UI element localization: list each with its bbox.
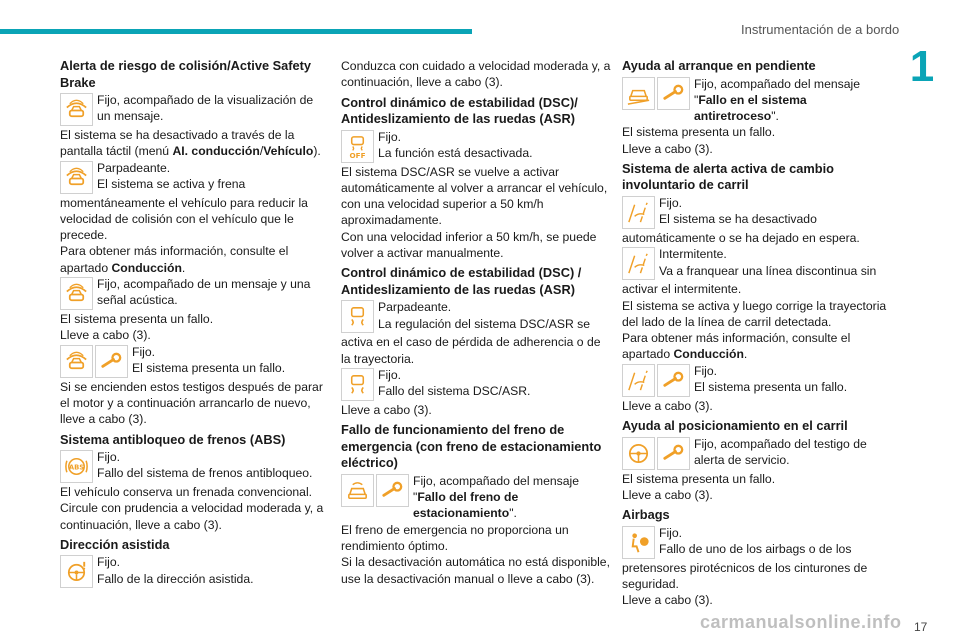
dsc-icon [341,368,374,401]
service-wrench-icon [657,77,690,110]
abs-icon [60,450,93,483]
svg-text:ABS: ABS [68,463,85,472]
body-text: Circule con prudencia a velocidad moderada y, a continuación, lleve a cabo (3). [60,501,324,532]
collision-warning-icon [60,161,93,194]
collision-warning-icon [60,93,93,126]
chapter-number: 1 [909,42,935,91]
warning-entry: Fijo, acompañado del mensaje "Fallo en el sistema antiretroceso". [622,76,892,125]
body-text: activa en el caso de pérdida de adherencia o de la trayectoria. [341,335,601,366]
column-right [622,58,892,609]
section-title: Fallo de funcionamiento del freno de emergencia (con freno de estacionamiento eléctrico) [341,422,602,471]
warning-entry: Fijo. Fallo de la dirección asistida. [60,554,330,589]
body-text: El sistema presenta un fallo. [622,125,776,140]
warning-entry: Fijo, acompañado de un mensaje y una señal acústica. [60,276,330,311]
warning-entry: Fijo. El sistema presenta un fallo. [622,363,892,398]
warning-entry: Fijo. Fallo de uno de los airbags o de los [622,525,892,560]
body-text: automáticamente o se ha dejado en espera. [622,230,860,245]
warning-entry: OFF Fijo. La función está desactivada. [341,129,611,164]
collision-warning-icon [60,277,93,310]
body-text: El vehículo conserva un frenada convencional. [60,485,313,500]
warning-entry: ABS Fijo. Fallo del sistema de frenos antibloqueo. [60,449,330,484]
body-text: Lleve a cabo (3). [60,328,151,343]
body-text: El sistema se ha desactivado a través de la pantalla táctil (menú AI. conducción/Vehículo). [60,128,321,159]
service-wrench-icon [376,474,409,507]
section-title: Sistema de alerta activa de cambio involuntario de carril [622,160,834,193]
body-text: pretensores pirotécnicos de los cinturones de seguridad. [622,560,868,591]
lane-positioning-icon [622,437,655,470]
hill-start-icon [622,77,655,110]
lane-departure-icon [622,364,655,397]
body-text: Si se encienden estos testigos después de parar el motor y a continuación arrancarlo de nuevo, lleve a cabo (3). [60,379,323,427]
body-text: El sistema presenta un fallo. [622,471,776,486]
section-title: Dirección asistida [60,536,170,552]
body-text: El sistema presenta un fallo. [60,312,214,327]
svg-text:OFF: OFF [349,150,366,160]
dsc-icon [341,300,374,333]
body-text: activar el intermitente. [622,282,742,297]
airbag-icon [622,526,655,559]
warning-entry: Fijo, acompañado del testigo de alerta de servicio. [622,436,892,471]
warning-entry: Fijo. El sistema se ha desactivado [622,195,892,230]
body-text: Lleve a cabo (3). [622,398,713,413]
warning-entry: Fijo, acompañado del mensaje "Fallo del freno de estacionamiento". [341,473,611,522]
body-text: El sistema DSC/ASR se vuelve a activar automáticamente al volver a arrancar el vehículo, con una velocidad superior a 50 km/h aproximadamente. [341,164,608,228]
dsc-off-icon [341,130,374,163]
body-text: Si la desactivación automática no está disponible, use la desactivación manual o lleve a cabo (3). [341,555,610,586]
body-text: Lleve a cabo (3). [622,141,713,156]
warning-entry: Fijo, acompañado de la visualización de un mensaje. [60,92,330,127]
section-title: Airbags [622,507,670,523]
section-title: Control dinámico de estabilidad (DSC)/ Antideslizamiento de las ruedas (ASR) [341,94,578,127]
body-text: Lleve a cabo (3). [622,487,713,502]
section-title: Ayuda al posicionamiento en el carril [622,418,848,434]
lane-departure-icon [622,196,655,229]
watermark: carmanualsonline.info [700,612,902,632]
service-wrench-icon [95,345,128,378]
section-title: Alerta de riesgo de colisión/Active Safety Brake [60,58,312,90]
service-wrench-icon [657,437,690,470]
header-accent-bar [0,29,472,34]
power-steering-icon [60,555,93,588]
body-text: momentáneamente el vehículo para reducir la velocidad de colisión con el vehículo que le precede. [60,195,308,243]
column-middle [341,58,611,587]
parking-brake-icon [341,474,374,507]
body-text: Para obtener más información, consulte el apartado Conducción. [60,244,289,275]
warning-entry: Parpadeante. La regulación del sistema DSC/ASR se [341,299,611,334]
body-text: El sistema se activa y luego corrige la trayectoria del lado de la línea de carril detectada. [622,298,887,329]
service-wrench-icon [657,364,690,397]
warning-entry: Fijo. Fallo del sistema DSC/ASR. [341,367,611,402]
section-title: Sistema antibloqueo de frenos (ABS) [60,431,286,447]
body-text: El freno de emergencia no proporciona un rendimiento óptimo. [341,522,569,553]
page-header-title: Instrumentación de a bordo [741,22,900,37]
column-left [60,58,330,589]
body-text: Conduzca con cuidado a velocidad moderada y, a continuación, lleve a cabo (3). [341,59,611,90]
body-text: Lleve a cabo (3). [341,402,432,417]
body-text: Con una velocidad inferior a 50 km/h, se puede volver a activar manualmente. [341,229,597,261]
body-text: Lleve a cabo (3). [622,593,713,608]
warning-entry: Intermitente. Va a franquear una línea discontinua sin [622,246,892,281]
page-number: 17 [914,620,928,634]
collision-warning-icon [60,345,93,378]
warning-entry: Fijo. El sistema presenta un fallo. [60,344,330,379]
body-text: Para obtener más información, consulte el apartado Conducción. [622,331,851,362]
section-title: Control dinámico de estabilidad (DSC) / Antideslizamiento de las ruedas (ASR) [341,265,582,297]
section-title: Ayuda al arranque en pendiente [622,58,816,73]
warning-entry: Parpadeante. El sistema se activa y frena [60,160,330,195]
lane-departure-icon [622,247,655,280]
